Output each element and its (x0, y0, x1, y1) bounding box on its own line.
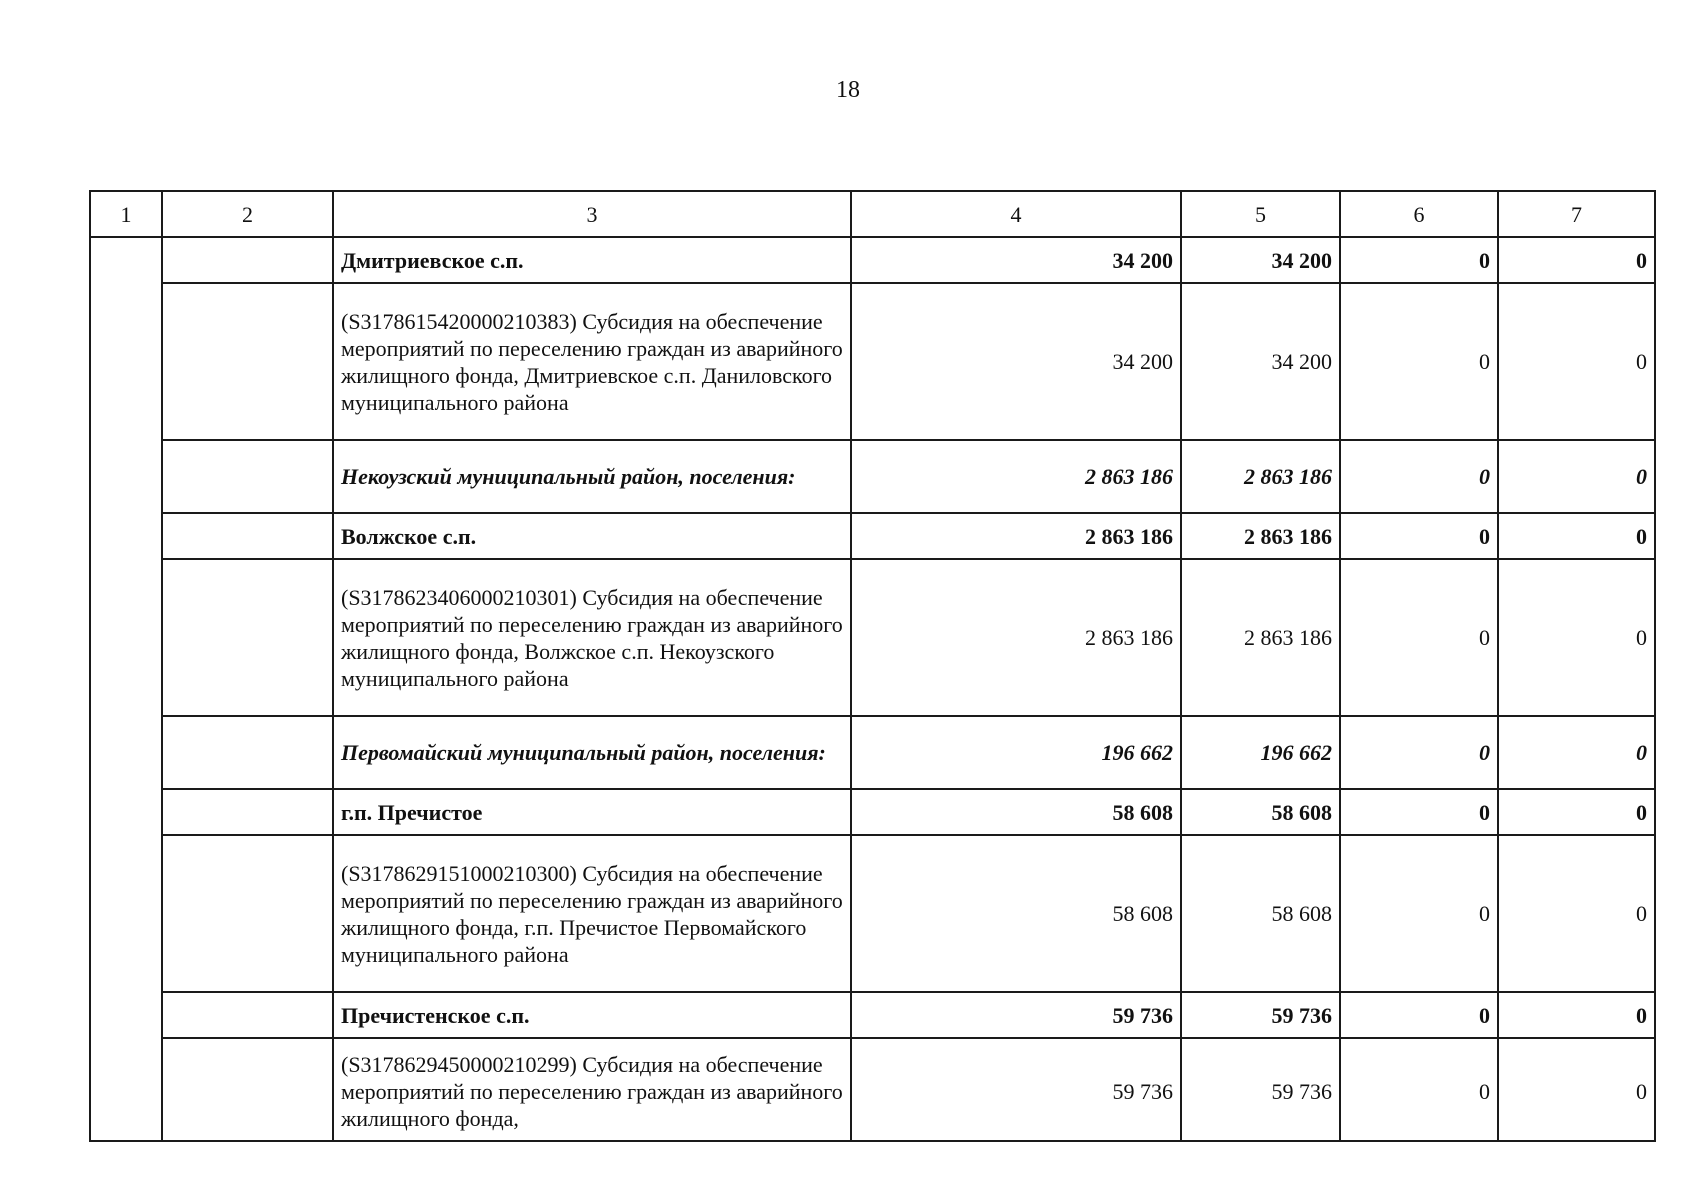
column-2-cell (162, 789, 333, 835)
value-col-7: 0 (1498, 283, 1655, 440)
row-name: Волжское с.п. (333, 513, 851, 559)
value-col-5: 2 863 186 (1181, 513, 1340, 559)
value-col-4: 2 863 186 (851, 440, 1181, 513)
value-col-5: 59 736 (1181, 992, 1340, 1038)
row-name: (S3178629151000210300) Субсидия на обеспечение мероприятий по переселению граждан из аварийного жилищного фонда, г.п. Пречистое Первомайского муниципального района (333, 835, 851, 992)
column-header-1: 1 (90, 191, 162, 237)
value-col-7: 0 (1498, 992, 1655, 1038)
value-col-7: 0 (1498, 440, 1655, 513)
value-col-7: 0 (1498, 1038, 1655, 1141)
value-col-5: 2 863 186 (1181, 440, 1340, 513)
column-1-cell (90, 237, 162, 1141)
row-name: г.п. Пречистое (333, 789, 851, 835)
column-2-cell (162, 440, 333, 513)
value-col-6: 0 (1340, 559, 1498, 716)
value-col-7: 0 (1498, 513, 1655, 559)
column-header-4: 4 (851, 191, 1181, 237)
value-col-4: 196 662 (851, 716, 1181, 789)
value-col-5: 59 736 (1181, 1038, 1340, 1141)
table-row (90, 1038, 1655, 1141)
page-number: 18 (836, 77, 860, 103)
value-col-7: 0 (1498, 716, 1655, 789)
value-col-6: 0 (1340, 992, 1498, 1038)
row-name: (S3178615420000210383) Субсидия на обеспечение мероприятий по переселению граждан из аварийного жилищного фонда, Дмитриевское с.п. Даниловского муниципального района (333, 283, 851, 440)
column-header-6: 6 (1340, 191, 1498, 237)
column-header-3: 3 (333, 191, 851, 237)
column-2-cell (162, 559, 333, 716)
value-col-5: 58 608 (1181, 789, 1340, 835)
header-row (90, 191, 1655, 237)
value-col-5: 2 863 186 (1181, 559, 1340, 716)
value-col-4: 59 736 (851, 992, 1181, 1038)
column-2-cell (162, 835, 333, 992)
table-header (90, 191, 1655, 237)
row-name: Пречистенское с.п. (333, 992, 851, 1038)
table-row (90, 835, 1655, 992)
column-2-cell (162, 992, 333, 1038)
table-row (90, 513, 1655, 559)
value-col-4: 34 200 (851, 237, 1181, 283)
value-col-4: 2 863 186 (851, 559, 1181, 716)
value-col-6: 0 (1340, 237, 1498, 283)
row-name: (S3178629450000210299) Субсидия на обеспечение мероприятий по переселению граждан из аварийного жилищного фонда, (333, 1038, 851, 1141)
column-2-cell (162, 513, 333, 559)
value-col-6: 0 (1340, 513, 1498, 559)
value-col-5: 34 200 (1181, 283, 1340, 440)
table-row (90, 716, 1655, 789)
value-col-6: 0 (1340, 835, 1498, 992)
value-col-7: 0 (1498, 237, 1655, 283)
value-col-7: 0 (1498, 789, 1655, 835)
row-name: Дмитриевское с.п. (333, 237, 851, 283)
column-2-cell (162, 237, 333, 283)
row-name: Некоузский муниципальный район, поселения: (333, 440, 851, 513)
value-col-4: 58 608 (851, 789, 1181, 835)
value-col-4: 34 200 (851, 283, 1181, 440)
table-row (90, 237, 1655, 283)
value-col-6: 0 (1340, 440, 1498, 513)
table-row (90, 992, 1655, 1038)
value-col-6: 0 (1340, 716, 1498, 789)
table-body (90, 237, 1655, 1141)
column-header-5: 5 (1181, 191, 1340, 237)
value-col-4: 58 608 (851, 835, 1181, 992)
value-col-5: 34 200 (1181, 237, 1340, 283)
column-2-cell (162, 1038, 333, 1141)
value-col-7: 0 (1498, 559, 1655, 716)
column-2-cell (162, 283, 333, 440)
column-header-2: 2 (162, 191, 333, 237)
value-col-5: 196 662 (1181, 716, 1340, 789)
table-row (90, 789, 1655, 835)
table-row (90, 283, 1655, 440)
budget-table (89, 190, 1656, 1142)
table-row (90, 559, 1655, 716)
column-header-7: 7 (1498, 191, 1655, 237)
value-col-6: 0 (1340, 789, 1498, 835)
value-col-6: 0 (1340, 283, 1498, 440)
value-col-6: 0 (1340, 1038, 1498, 1141)
value-col-7: 0 (1498, 835, 1655, 992)
value-col-5: 58 608 (1181, 835, 1340, 992)
value-col-4: 59 736 (851, 1038, 1181, 1141)
value-col-4: 2 863 186 (851, 513, 1181, 559)
row-name: (S3178623406000210301) Субсидия на обеспечение мероприятий по переселению граждан из аварийного жилищного фонда, Волжское с.п. Некоузского муниципального района (333, 559, 851, 716)
row-name: Первомайский муниципальный район, поселения: (333, 716, 851, 789)
column-2-cell (162, 716, 333, 789)
table-row (90, 440, 1655, 513)
